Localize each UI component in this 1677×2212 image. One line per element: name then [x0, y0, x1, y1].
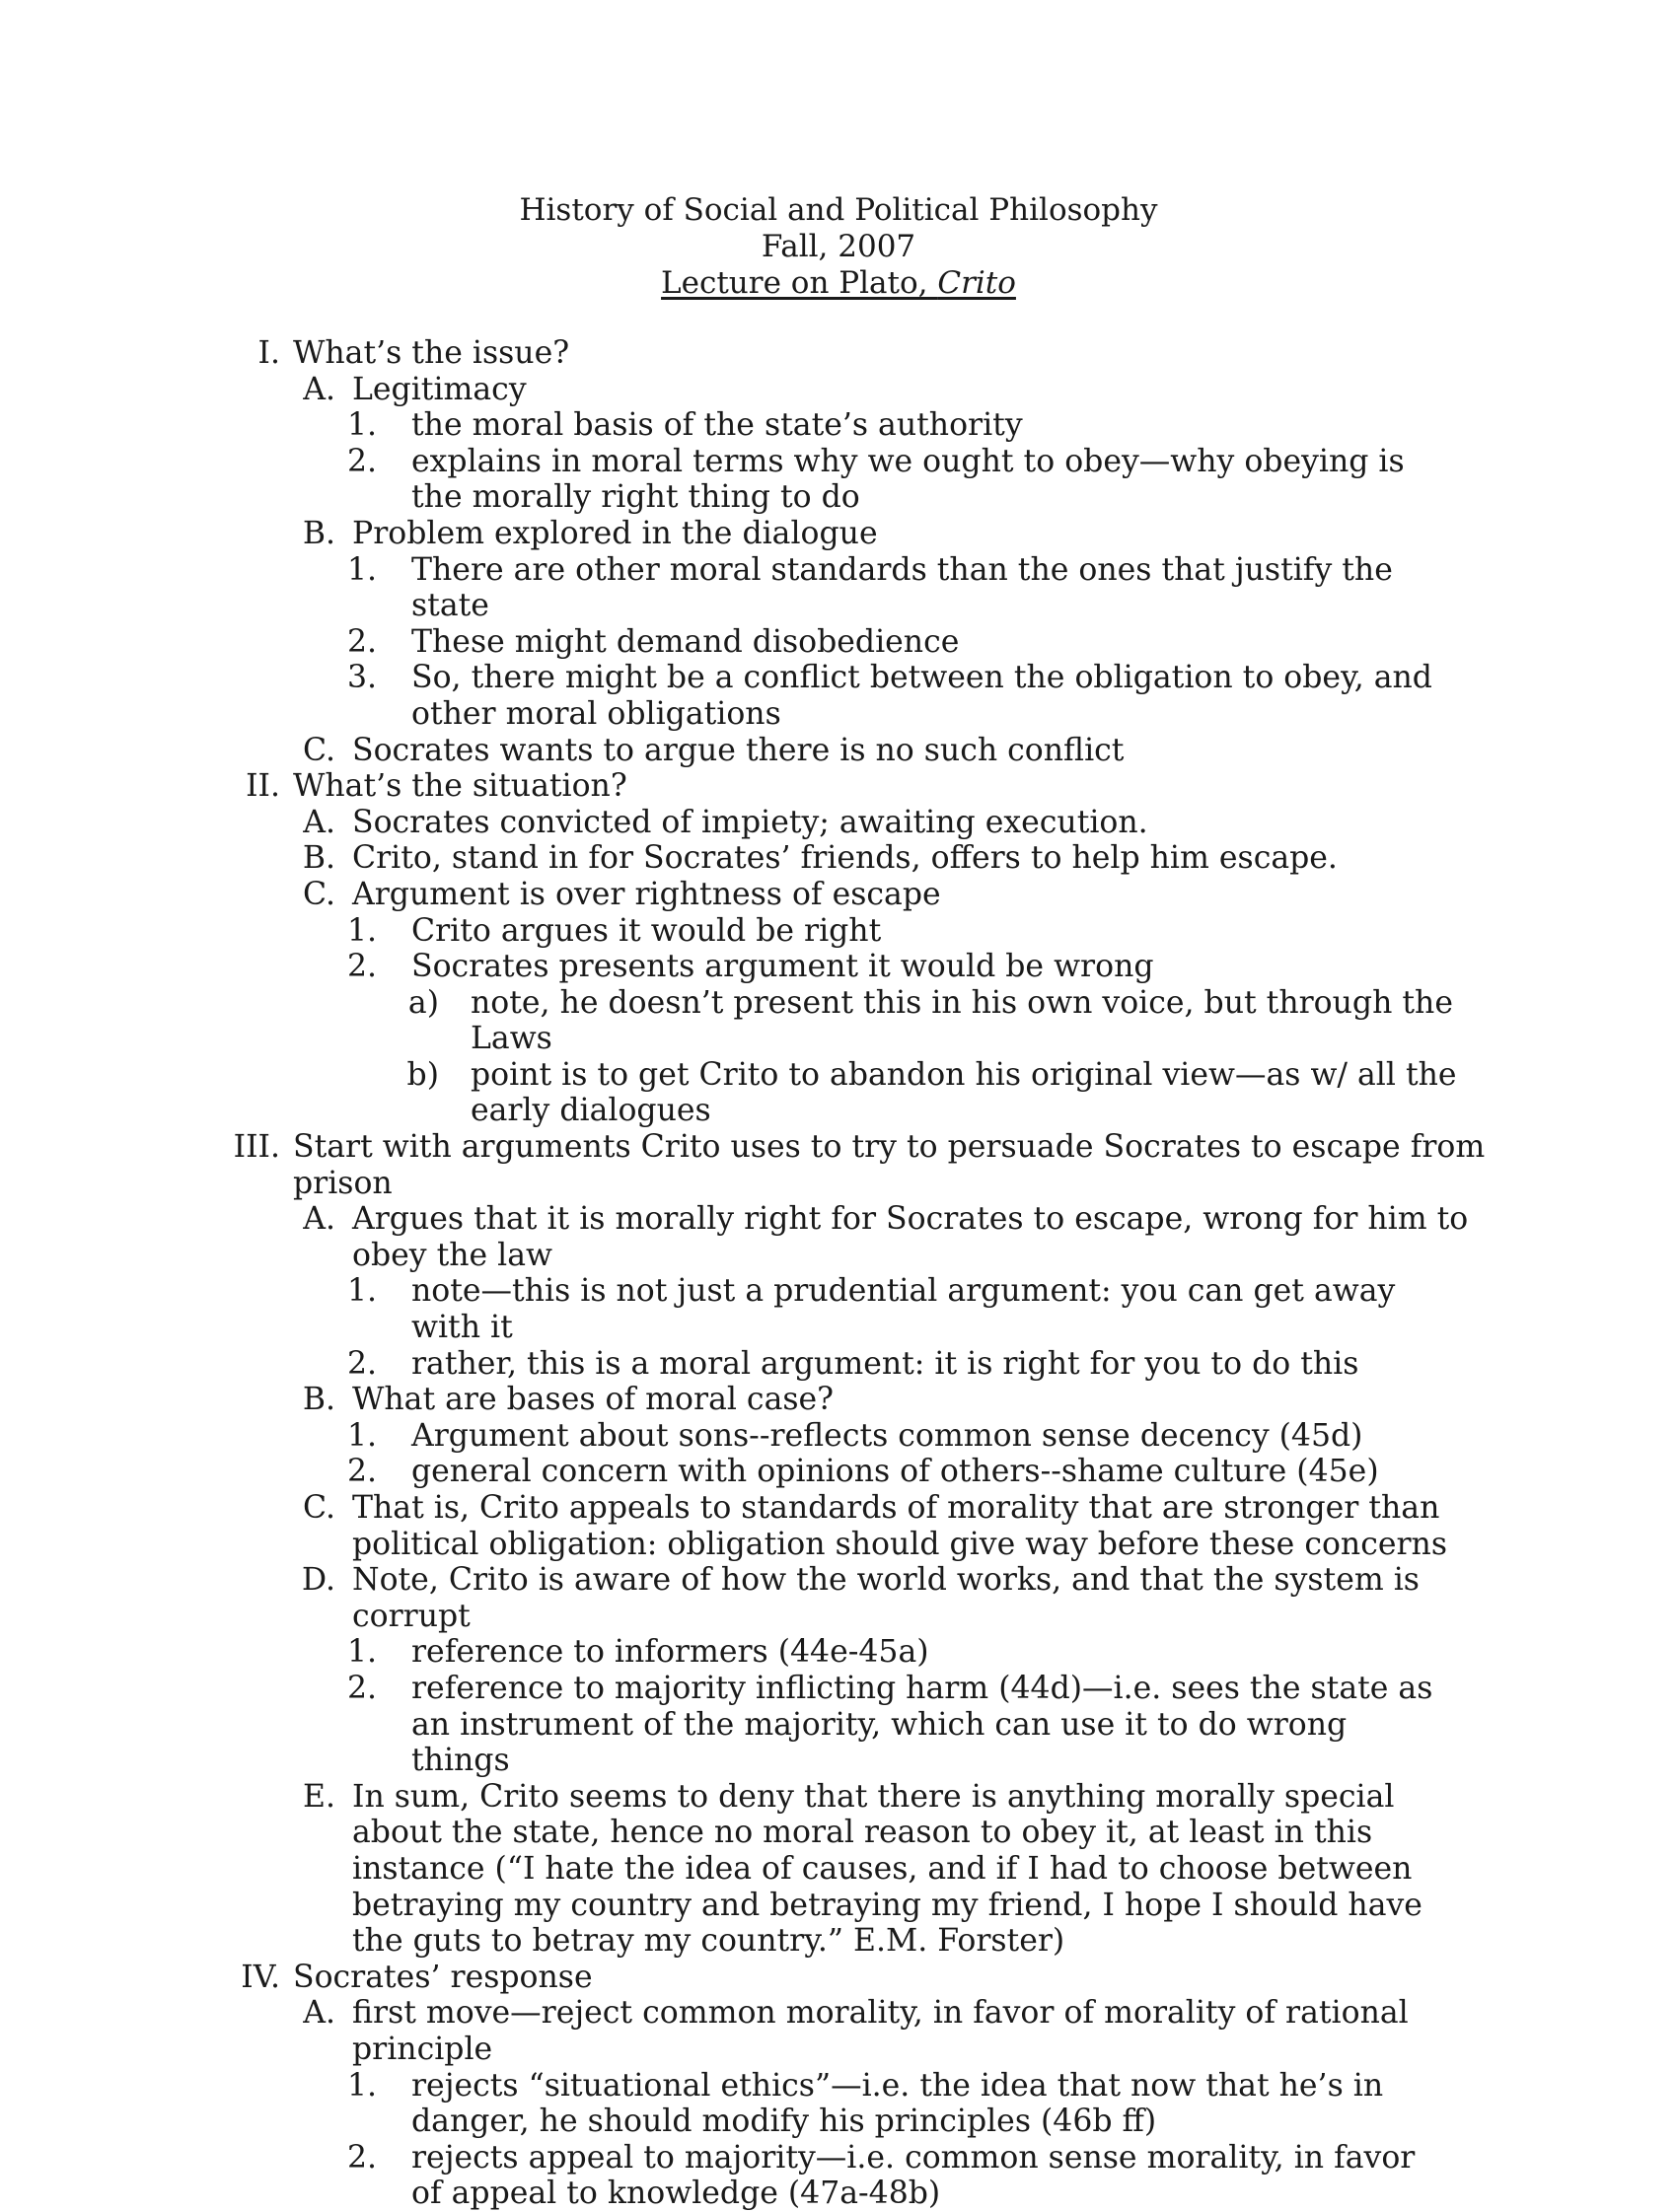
outline-marker: a): [407, 984, 439, 1021]
lecture-title: [0, 265, 1677, 302]
outline-text: reference to informers (44e-45a): [411, 1634, 929, 1671]
outline-item-level-3: [0, 2068, 1677, 2140]
outline-item-level-3: [0, 913, 1677, 950]
outline-text: Argues that it is morally right for Socrates to escape, wrong for him to obey the law: [352, 1201, 1469, 1273]
outline-marker: 2.: [346, 1345, 377, 1382]
outline-marker: C.: [303, 876, 335, 912]
outline-marker: C.: [303, 1490, 335, 1526]
outline-text: What are bases of moral case?: [352, 1382, 835, 1418]
outline-item-level-3: [0, 1346, 1677, 1383]
outline-text: Crito argues it would be right: [411, 912, 882, 949]
outline-item-level-3: [0, 444, 1677, 516]
outline-item-level-2: [0, 1779, 1677, 1960]
outline-item-level-3: [0, 949, 1677, 985]
lecture-title-prefix: Lecture on Plato,: [661, 265, 938, 301]
outline-item-level-3: [0, 1671, 1677, 1779]
outline-marker: 2.: [346, 949, 377, 985]
outline-marker: 1.: [346, 407, 377, 444]
outline-text: In sum, Crito seems to deny that there is anything morally special about the state, hence no moral reason to obey it, at least in this instance (“I hate the idea of causes, and if I had to choose between betraying my country and betraying my friend, I hope I should have the guts to betray my country.” E.M. Forster): [352, 1778, 1422, 1960]
outline-item-level-3: [0, 1634, 1677, 1671]
outline-marker: IV.: [241, 1959, 280, 1995]
outline-marker: I.: [257, 335, 280, 371]
outline-item-level-2: [0, 840, 1677, 877]
outline-marker: 2.: [346, 1454, 377, 1490]
outline-text: first move—reject common morality, in favor of morality of rational principle: [352, 1995, 1409, 2067]
outline-item-level-4: [0, 985, 1677, 1057]
outline-text: rejects “situational ethics”—i.e. the idea that now that he’s in danger, he should modify his principles (46b ff): [411, 2067, 1384, 2140]
outline-text: point is to get Crito to abandon his original view—as w/ all the early dialogues: [471, 1056, 1457, 1129]
outline-text: the moral basis of the state’s authority: [411, 407, 1023, 444]
outline-marker: III.: [233, 1129, 280, 1166]
outline-item-level-2: [0, 516, 1677, 552]
outline-marker: 1.: [346, 912, 377, 949]
outline-marker: 1.: [346, 1417, 377, 1454]
outline-marker: 1.: [346, 1273, 377, 1310]
outline-text: rather, this is a moral argument: it is right for you to do this: [411, 1345, 1359, 1382]
outline-item-level-3: [0, 407, 1677, 444]
outline-item-level-2: [0, 1490, 1677, 1562]
outline-text: general concern with opinions of others--shame culture (45e): [411, 1454, 1379, 1490]
outline-text: reference to majority inflicting harm (44d)—i.e. sees the state as an instrument of the majority, which can use it to do wrong things: [411, 1670, 1433, 1779]
outline-item-level-3: [0, 1454, 1677, 1490]
outline-text: Socrates’ response: [293, 1959, 593, 1995]
outline-item-level-3: [0, 660, 1677, 732]
outline-marker: II.: [246, 768, 280, 805]
outline-marker: A.: [303, 1201, 335, 1238]
outline-marker: 2.: [346, 1670, 377, 1706]
outline-item-level-1: [0, 1129, 1677, 1201]
outline-text: Argument about sons--reflects common sense decency (45d): [411, 1417, 1363, 1454]
lecture-outline: [0, 335, 1677, 2212]
outline-text: Problem explored in the dialogue: [352, 515, 878, 551]
outline-text: What’s the situation?: [293, 768, 627, 805]
outline-text: Socrates wants to argue there is no such conflict: [352, 732, 1125, 768]
outline-marker: 1.: [346, 2067, 377, 2104]
outline-marker: 2.: [346, 443, 377, 479]
outline-marker: B.: [302, 1382, 335, 1418]
outline-item-level-2: [0, 1562, 1677, 1634]
outline-text: Socrates convicted of impiety; awaiting execution.: [352, 804, 1148, 840]
outline-item-level-2: [0, 1995, 1677, 2067]
outline-item-level-1: [0, 1960, 1677, 1996]
outline-text: Start with arguments Crito uses to try to persuade Socrates to escape from prison: [293, 1129, 1486, 1201]
outline-text: Legitimacy: [352, 371, 527, 407]
outline-marker: B.: [302, 840, 335, 877]
outline-item-level-3: [0, 624, 1677, 661]
outline-text: These might demand disobedience: [411, 623, 960, 660]
outline-text: That is, Crito appeals to standards of morality that are stronger than political obligation: obligation should give way before these concerns: [352, 1490, 1448, 1562]
outline-marker: A.: [303, 804, 335, 840]
outline-marker: D.: [301, 1562, 335, 1599]
outline-marker: A.: [303, 1995, 335, 2032]
outline-marker: E.: [302, 1778, 335, 1815]
outline-text: rejects appeal to majority—i.e. common sense morality, in favor of appeal to knowledge (47a-48b): [411, 2139, 1416, 2212]
outline-marker: 3.: [346, 660, 377, 696]
outline-item-level-2: [0, 372, 1677, 408]
outline-marker: 1.: [346, 1634, 377, 1671]
outline-text: There are other moral standards than the ones that justify the state: [411, 551, 1393, 624]
outline-text: Note, Crito is aware of how the world works, and that the system is corrupt: [352, 1562, 1420, 1634]
outline-text: note—this is not just a prudential argument: you can get away with it: [411, 1273, 1396, 1346]
outline-text: Crito, stand in for Socrates’ friends, offers to help him escape.: [352, 840, 1338, 877]
outline-item-level-3: [0, 2140, 1677, 2212]
course-title: History of Social and Political Philosophy: [519, 192, 1158, 228]
outline-marker: 2.: [346, 623, 377, 660]
outline-item-level-3: [0, 1418, 1677, 1455]
outline-item-level-4: [0, 1057, 1677, 1129]
outline-item-level-2: [0, 877, 1677, 913]
outline-marker: 2.: [346, 2139, 377, 2176]
outline-text: Socrates presents argument it would be wrong: [411, 949, 1154, 985]
outline-item-level-1: [0, 768, 1677, 805]
outline-item-level-3: [0, 552, 1677, 624]
outline-item-level-3: [0, 1273, 1677, 1345]
outline-text: So, there might be a conflict between the obligation to obey, and other moral obligations: [411, 660, 1432, 732]
outline-text: explains in moral terms why we ought to obey—why obeying is the morally right thing to do: [411, 443, 1405, 516]
outline-marker: A.: [303, 371, 335, 407]
outline-marker: B.: [302, 515, 335, 551]
outline-item-level-2: [0, 1382, 1677, 1418]
lecture-title-work: Crito: [937, 265, 1016, 301]
outline-item-level-1: [0, 335, 1677, 372]
document-header: [0, 192, 1677, 302]
term: Fall, 2007: [761, 229, 916, 264]
outline-marker: C.: [303, 732, 335, 768]
outline-item-level-2: [0, 733, 1677, 769]
outline-text: What’s the issue?: [293, 335, 570, 371]
outline-item-level-2: [0, 1201, 1677, 1273]
outline-marker: 1.: [346, 551, 377, 588]
outline-text: Argument is over rightness of escape: [352, 876, 941, 912]
outline-text: note, he doesn’t present this in his own voice, but through the Laws: [471, 984, 1453, 1057]
outline-item-level-2: [0, 805, 1677, 841]
outline-marker: b): [406, 1056, 439, 1093]
